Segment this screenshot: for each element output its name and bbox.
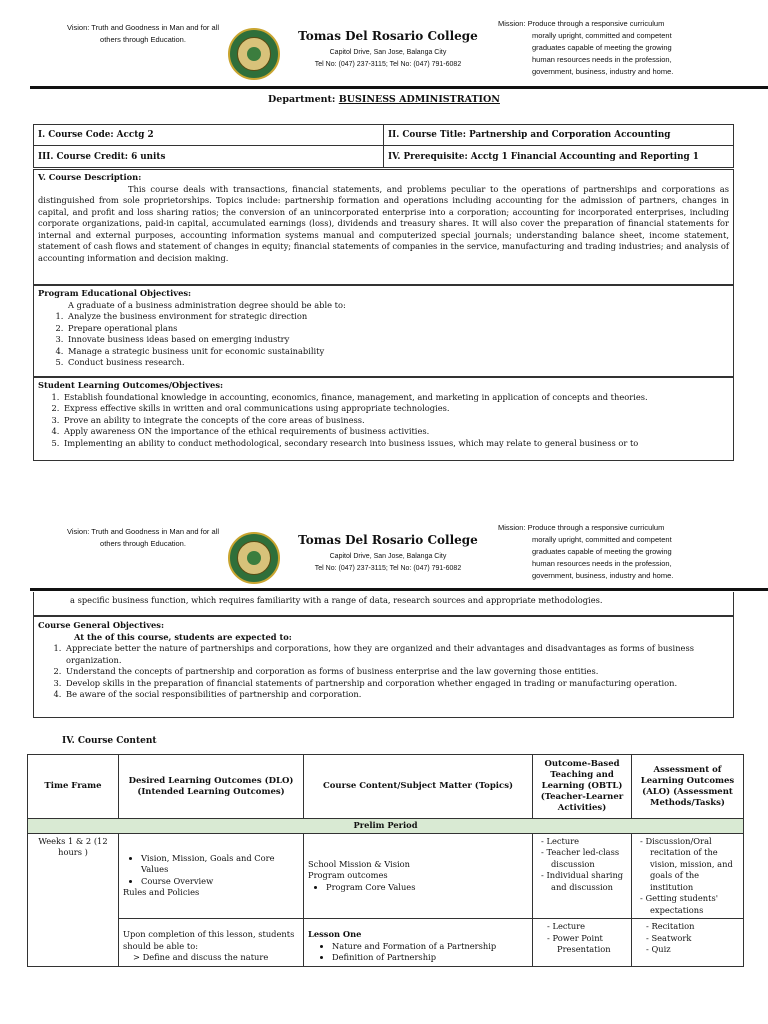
college-name: Tomas Del Rosario College: [298, 29, 478, 43]
table-header-row: [28, 755, 744, 819]
list-item: 3. Develop skills in the preparation of financial statements of partnership and corporation whether engaged in trading or manufacturing operation.: [64, 678, 729, 690]
course-code: I. Course Code: Acctg 2: [34, 125, 384, 146]
column-header: Assessment of Learning Outcomes (ALO) (Assessment Methods/Tasks): [632, 755, 744, 819]
list-item: - Discussion/Oral recitation of the vision, mission, and goals of the institution: [640, 835, 733, 892]
student-outcomes-section: [33, 377, 734, 461]
list-item: - Lecture: [541, 835, 580, 846]
obtl-list: [537, 921, 627, 956]
list-item: 1. Analyze the business environment for strategic direction: [66, 311, 729, 323]
list-item: 5. Conduct business research.: [66, 357, 729, 369]
header-divider: [30, 86, 768, 89]
list-item: • Course Overview: [141, 876, 299, 888]
alo-cell: [632, 833, 744, 919]
obtl-cell: [533, 919, 632, 967]
mission-line: morally upright, committed and competent: [532, 31, 672, 40]
course-description-section: [33, 169, 734, 285]
list-item: 4. Be aware of the social responsibilities of partnership and corporation.: [64, 689, 729, 701]
college-tel: Tel No: (047) 237-3115; Tel No: (047) 791-6082: [314, 61, 462, 68]
topic-list: [308, 882, 528, 894]
topics-cell: [304, 833, 533, 919]
college-header: [288, 28, 488, 71]
obtl-list: [537, 836, 627, 894]
list-item: 1. Establish foundational knowledge in accounting, economics, finance, management, and marketing in application of concepts and theories.: [62, 392, 729, 404]
peo-list: [38, 311, 729, 369]
course-title: II. Course Title: Partnership and Corporation Accounting: [384, 125, 734, 146]
mission-statement: [498, 522, 710, 582]
list-item: 4. Apply awareness ON the importance of the ethical requirements of business activities.: [62, 426, 729, 438]
table-row: [28, 833, 744, 919]
list-item: 1. Appreciate better the nature of partnerships and corporations, how they are organized and their advantages and disadvantages as forms of business organization.: [64, 643, 729, 666]
column-header: Course Content/Subject Matter (Topics): [304, 755, 533, 819]
header-divider: [30, 588, 768, 591]
column-header: Outcome-Based Teaching and Learning (OBTL) (Teacher-Learner Activities): [533, 755, 632, 819]
dlo-cell: [119, 919, 304, 967]
cgo-heading: Course General Objectives:: [38, 620, 165, 630]
topic-line: School Mission & Vision: [308, 858, 411, 869]
topic-line: Program outcomes: [308, 870, 388, 880]
mission-line: graduates capable of meeting the growing: [532, 547, 672, 556]
slo-continuation: [33, 592, 734, 616]
college-tel: Tel No: (047) 237-3115; Tel No: (047) 791-6082: [314, 565, 462, 572]
vision-statement: Vision: Truth and Goodness in Man and for all others through Education.: [66, 527, 220, 548]
mission-line: human resources needs in the profession,: [532, 55, 672, 64]
college-address: Capitol Drive, San Jose, Balanga City: [329, 553, 447, 560]
dlo-tail: Rules and Policies: [123, 887, 200, 898]
department-value: BUSINESS ADMINISTRATION: [338, 94, 500, 105]
dlo-intro: Upon completion of this lesson, students should be able to:: [123, 929, 295, 951]
mission-line: graduates capable of meeting the growing: [532, 43, 672, 52]
list-item: • Nature and Formation of a Partnership: [332, 941, 528, 953]
program-objectives-section: [33, 285, 734, 377]
list-item: 2. Understand the concepts of partnership and corporation as forms of business enterprise and the law governing those entities.: [64, 666, 729, 678]
college-name: Tomas Del Rosario College: [298, 533, 478, 547]
college-header: [288, 532, 488, 575]
list-item: - Power Point Presentation: [547, 932, 611, 954]
peo-heading: Program Educational Objectives:: [38, 288, 192, 298]
list-item: 3. Innovate business ideas based on emerging industry: [66, 334, 729, 346]
mission-line: Mission: Produce through a responsive curriculum: [498, 19, 665, 28]
course-prerequisite: IV. Prerequisite: Acctg 1 Financial Accounting and Reporting 1: [384, 146, 734, 168]
list-item: - Getting students' expectations: [640, 893, 718, 915]
slo-list: [38, 392, 729, 450]
dlo-item: > Define and discuss the nature: [133, 952, 269, 962]
list-item: - Quiz: [646, 944, 671, 954]
vision-statement: Vision: Truth and Goodness in Man and for all others through Education.: [66, 23, 220, 44]
college-address: Capitol Drive, San Jose, Balanga City: [329, 49, 447, 56]
cgo-intro: At the of this course, students are expected to:: [74, 631, 292, 642]
course-credit: III. Course Credit: 6 units: [34, 146, 384, 168]
alo-cell: [632, 919, 744, 967]
description-text: This course deals with transactions, financial statements, and problems peculiar to the operations of partnerships and corporations as distinguished from sole proprietorships. Topics include: partnership formation and operations including accounting for the admission of partners, changes in capital, and profit and loss sharing ratios; the conversion of an unincorporated enterprise into a corporation; accounting for incorporated enterprises, including corporate organizations, paid-in capital, accumulated earnings (loss), dividends and treasury shares. It will also cover the preparation of financial statements for internal and external purposes, accounting information systems manual and computerized special journals; understanding balance sheet, income statement, statement of cash flows and statement of changes in equity; financial statements of companies in the service, manufacturing and trading industries; and analysis of accounting information and decision making.: [38, 183, 729, 263]
course-content-table: [27, 754, 744, 967]
list-item: - Seatwork: [646, 932, 692, 943]
alo-list: [636, 921, 739, 956]
slo-heading: Student Learning Outcomes/Objectives:: [38, 380, 224, 390]
time-frame-cell: Weeks 1 & 2 (12 hours ): [28, 833, 119, 966]
topics-cell: [304, 919, 533, 967]
course-content-heading: IV. Course Content: [62, 736, 157, 746]
mission-line: government, business, industry and home.: [532, 67, 674, 76]
course-general-objectives-section: [33, 616, 734, 718]
list-item: 2. Express effective skills in written and oral communications using appropriate technologies.: [62, 403, 729, 415]
course-info-table: [33, 124, 734, 168]
department-label: Department:: [268, 94, 336, 105]
mission-line: human resources needs in the profession,: [532, 559, 672, 568]
list-item: 2. Prepare operational plans: [66, 323, 729, 335]
lesson-title: Lesson One: [308, 929, 362, 939]
list-item: • Definition of Partnership: [332, 952, 528, 964]
column-header: Desired Learning Outcomes (DLO) (Intended Learning Outcomes): [119, 755, 304, 819]
department-line: [0, 94, 768, 105]
list-item: - Recitation: [646, 921, 695, 931]
list-item: 4. Manage a strategic business unit for economic sustainability: [66, 346, 729, 358]
cgo-list: [38, 643, 729, 701]
list-item: • Program Core Values: [326, 882, 528, 894]
list-item: 5. Implementing an ability to conduct methodological, secondary research into business issues, which may relate to general business or to: [62, 438, 729, 450]
list-item: - Lecture: [547, 921, 586, 931]
description-heading: V. Course Description:: [38, 172, 142, 182]
column-header: Time Frame: [28, 755, 119, 819]
alo-list: [636, 836, 739, 917]
dlo-cell: [119, 833, 304, 919]
table-row: [28, 919, 744, 967]
topic-list: [308, 941, 528, 964]
list-item: • Vision, Mission, Goals and Core Values: [141, 853, 299, 876]
college-seal-logo: [228, 532, 280, 584]
slo-continuation-text: a specific business function, which requires familiarity with a range of data, research sources and appropriate methodologies.: [70, 595, 603, 605]
period-row: Prelim Period: [28, 819, 744, 834]
dlo-list: [123, 853, 299, 888]
list-item: 3. Prove an ability to integrate the concepts of the core areas of business.: [62, 415, 729, 427]
mission-line: Mission: Produce through a responsive curriculum: [498, 523, 665, 532]
list-item: - Individual sharing and discussion: [541, 870, 624, 892]
college-seal-logo: [228, 28, 280, 80]
list-item: - Teacher led-class discussion: [541, 847, 620, 869]
peo-intro: A graduate of a business administration degree should be able to:: [68, 299, 346, 310]
mission-statement: [498, 18, 710, 78]
mission-line: morally upright, committed and competent: [532, 535, 672, 544]
mission-line: government, business, industry and home.: [532, 571, 674, 580]
obtl-cell: [533, 833, 632, 919]
